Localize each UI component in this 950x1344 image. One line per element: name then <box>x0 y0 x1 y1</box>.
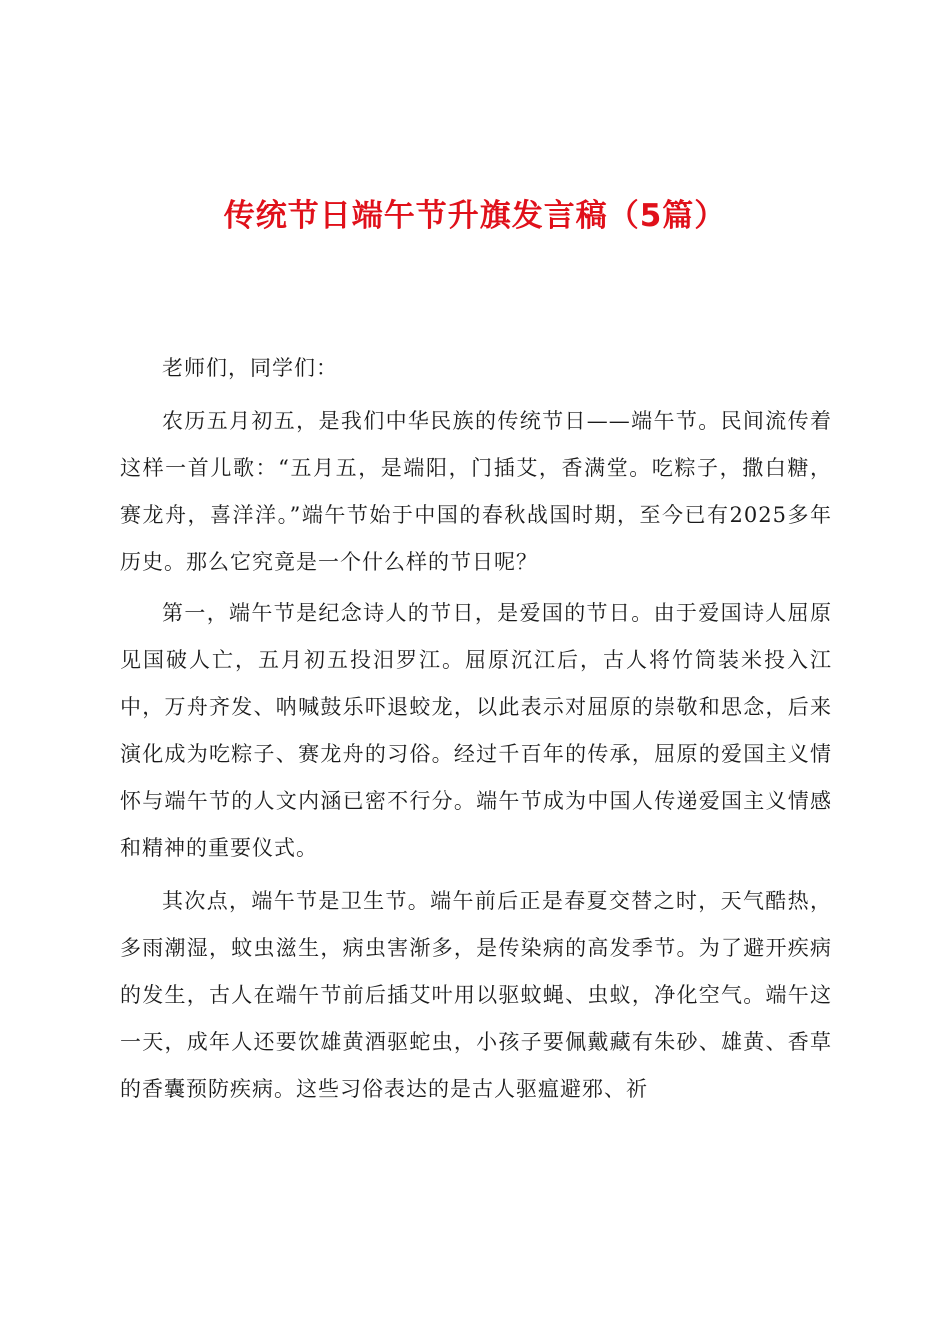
document-body <box>120 345 832 1117</box>
salutation: 老师们，同学们： <box>162 356 338 380</box>
document-title: 传统节日端午节升旗发言稿（5篇） <box>223 198 727 234</box>
paragraph-2: 第一，端午节是纪念诗人的节日，是爱国的节日。由于爱国诗人屈原见国破人亡，五月初五投汨罗江。屈原沉江后，古人将竹筒装米投入江中，万舟齐发、呐喊鼓乐吓退蛟龙，以此表示对屈原的崇敬和思念，后来演化成为吃粽子、赛龙舟的习俗。经过千百年的传承，屈原的爱国主义情怀与端午节的人文内涵已密不行分。端午节成为中国人传递爱国主义情感和精神的重要仪式。 <box>120 601 832 860</box>
paragraph-3: 其次点，端午节是卫生节。端午前后正是春夏交替之时，天气酷热，多雨潮湿，蚊虫滋生，病虫害渐多，是传染病的高发季节。为了避开疾病的发生，古人在端午节前后插艾叶用以驱蚊蝇、虫蚁，净化空气。端午这一天，成年人还要饮雄黄酒驱蛇虫，小孩子要佩戴藏有朱砂、雄黄、香草的香囊预防疾病。这些习俗表达的是古人驱瘟避邪、祈 <box>120 889 832 1101</box>
paragraph-1: 农历五月初五，是我们中华民族的传统节日——端午节。民间流传着这样一首儿歌：“五月五，是端阳，门插艾，香满堂。吃粽子，撒白糖，赛龙舟，喜洋洋。”端午节始于中国的春秋战国时期，至今已有2025多年历史。那么它究竟是一个什么样的节日呢？ <box>120 409 832 574</box>
